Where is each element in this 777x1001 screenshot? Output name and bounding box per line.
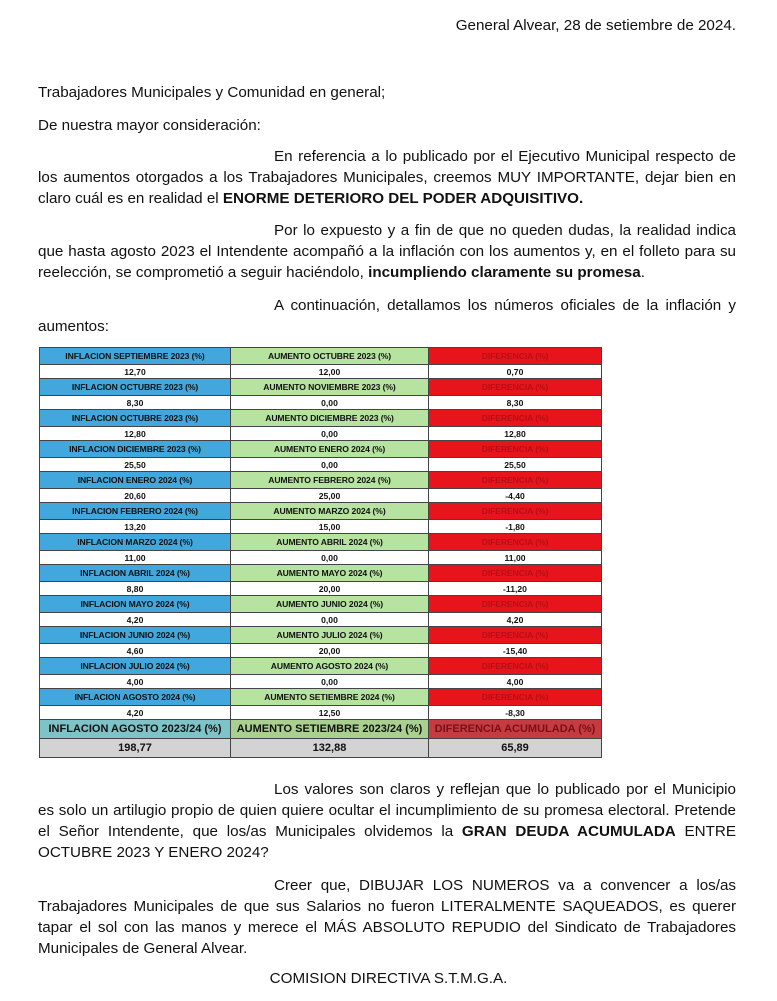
- table-value-row: [40, 427, 602, 441]
- paragraph-conclusion-text: Los valores son claros y reflejan que lo publicado por el Municipio es solo un artilugio propio de quien quiere ocultar el incumplimiento de su promesa electoral. Pretende el Señor Intendente, que los/as Municipales olvidemos la: [38, 781, 736, 840]
- raise-value-cell: 12,50: [231, 706, 429, 720]
- table-header-row: [40, 565, 602, 582]
- total-inflation-value-cell: 198,77: [40, 739, 231, 758]
- inflation-value-cell: 8,80: [40, 582, 231, 596]
- raise-value-cell: 20,00: [231, 582, 429, 596]
- difference-label-cell: DIFERENCIA (%): [429, 689, 602, 706]
- table-header-row: [40, 627, 602, 644]
- inflation-label-cell: INFLACION SEPTIEMBRE 2023 (%): [40, 348, 231, 365]
- difference-label-cell: DIFERENCIA (%): [429, 503, 602, 520]
- inflation-label-cell: INFLACION JULIO 2024 (%): [40, 658, 231, 675]
- difference-value-cell: -4,40: [429, 489, 602, 503]
- table-header-row: [40, 379, 602, 396]
- table-value-row: [40, 489, 602, 503]
- table-value-row: [40, 644, 602, 658]
- difference-value-cell: 4,00: [429, 675, 602, 689]
- table-value-row: [40, 706, 602, 720]
- inflation-value-cell: 12,70: [40, 365, 231, 379]
- paragraph-intro-table: A continuación, detallamos los números oficiales de la inflación y aumentos:: [38, 297, 736, 335]
- table-header-row: [40, 441, 602, 458]
- raise-value-cell: 15,00: [231, 520, 429, 534]
- difference-value-cell: -15,40: [429, 644, 602, 658]
- difference-label-cell: DIFERENCIA (%): [429, 472, 602, 489]
- difference-label-cell: DIFERENCIA (%): [429, 379, 602, 396]
- inflation-value-cell: 8,30: [40, 396, 231, 410]
- raise-label-cell: AUMENTO FEBRERO 2024 (%): [231, 472, 429, 489]
- table-header-row: [40, 658, 602, 675]
- inflation-label-cell: INFLACION OCTUBRE 2023 (%): [40, 379, 231, 396]
- paragraph-reference: [38, 146, 736, 209]
- difference-value-cell: -11,20: [429, 582, 602, 596]
- inflation-value-cell: 4,60: [40, 644, 231, 658]
- table-value-row: [40, 520, 602, 534]
- raise-label-cell: AUMENTO OCTUBRE 2023 (%): [231, 348, 429, 365]
- table-value-row: [40, 458, 602, 472]
- raise-value-cell: 0,00: [231, 613, 429, 627]
- raise-label-cell: AUMENTO SETIEMBRE 2024 (%): [231, 689, 429, 706]
- raise-value-cell: 0,00: [231, 396, 429, 410]
- total-raise-label-cell: AUMENTO SETIEMBRE 2023/24 (%): [231, 720, 429, 739]
- raise-label-cell: AUMENTO AGOSTO 2024 (%): [231, 658, 429, 675]
- raise-label-cell: AUMENTO ABRIL 2024 (%): [231, 534, 429, 551]
- raise-value-cell: 0,00: [231, 675, 429, 689]
- difference-label-cell: DIFERENCIA (%): [429, 596, 602, 613]
- difference-value-cell: 25,50: [429, 458, 602, 472]
- difference-value-cell: -8,30: [429, 706, 602, 720]
- paragraph-conclusion: [38, 779, 736, 863]
- raise-value-cell: 20,00: [231, 644, 429, 658]
- raise-label-cell: AUMENTO ENERO 2024 (%): [231, 441, 429, 458]
- inflation-table: [39, 347, 602, 758]
- difference-label-cell: DIFERENCIA (%): [429, 441, 602, 458]
- difference-value-cell: 4,20: [429, 613, 602, 627]
- inflation-value-cell: 4,20: [40, 706, 231, 720]
- paragraph-context-text: Por lo expuesto y a fin de que no queden dudas, la realidad indica que hasta agosto 2023 el Intendente acompañó a la inflación con los aumentos y, en el folleto para su reelección, se comprometió a seguir haciéndolo,: [38, 222, 736, 281]
- raise-label-cell: AUMENTO MARZO 2024 (%): [231, 503, 429, 520]
- inflation-label-cell: INFLACION OCTUBRE 2023 (%): [40, 410, 231, 427]
- raise-label-cell: AUMENTO JUNIO 2024 (%): [231, 596, 429, 613]
- letter-date: General Alvear, 28 de setiembre de 2024.: [455, 17, 736, 34]
- inflation-table-body: [40, 348, 602, 758]
- inflation-value-cell: 4,00: [40, 675, 231, 689]
- total-difference-value-cell: 65,89: [429, 739, 602, 758]
- raise-label-cell: AUMENTO JULIO 2024 (%): [231, 627, 429, 644]
- table-total-value-row: [40, 739, 602, 758]
- table-value-row: [40, 551, 602, 565]
- paragraph-reference-bold: ENORME DETERIORO DEL PODER ADQUISITIVO.: [222, 190, 584, 207]
- raise-value-cell: 25,00: [231, 489, 429, 503]
- paragraph-context: [38, 220, 736, 283]
- inflation-label-cell: INFLACION MAYO 2024 (%): [40, 596, 231, 613]
- difference-value-cell: 0,70: [429, 365, 602, 379]
- inflation-label-cell: INFLACION ENERO 2024 (%): [40, 472, 231, 489]
- raise-label-cell: AUMENTO NOVIEMBRE 2023 (%): [231, 379, 429, 396]
- raise-value-cell: 0,00: [231, 458, 429, 472]
- raise-value-cell: 0,00: [231, 551, 429, 565]
- table-header-row: [40, 410, 602, 427]
- total-inflation-label-cell: INFLACION AGOSTO 2023/24 (%): [40, 720, 231, 739]
- table-value-row: [40, 675, 602, 689]
- difference-value-cell: -1,80: [429, 520, 602, 534]
- difference-label-cell: DIFERENCIA (%): [429, 658, 602, 675]
- table-value-row: [40, 582, 602, 596]
- inflation-value-cell: 12,80: [40, 427, 231, 441]
- paragraph-reference-text: En referencia a lo publicado por el Ejecutivo Municipal respecto de los aumentos otorgados a los Trabajadores Municipales, creemos MUY IMPORTANTE, dejar bien en claro cuál es en realidad el: [38, 148, 736, 207]
- paragraph-conclusion-end: ENTRE OCTUBRE 2023 Y ENERO 2024?: [38, 823, 737, 861]
- signature: COMISION DIRECTIVA S.T.M.G.A.: [269, 970, 508, 987]
- table-value-row: [40, 365, 602, 379]
- total-difference-label-cell: DIFERENCIA ACUMULADA (%): [429, 720, 602, 739]
- inflation-label-cell: INFLACION ABRIL 2024 (%): [40, 565, 231, 582]
- table-header-row: [40, 596, 602, 613]
- difference-label-cell: DIFERENCIA (%): [429, 410, 602, 427]
- raise-label-cell: AUMENTO MAYO 2024 (%): [231, 565, 429, 582]
- difference-label-cell: DIFERENCIA (%): [429, 534, 602, 551]
- paragraph-context-end: .: [640, 264, 645, 281]
- difference-label-cell: DIFERENCIA (%): [429, 565, 602, 582]
- difference-value-cell: 8,30: [429, 396, 602, 410]
- difference-value-cell: 12,80: [429, 427, 602, 441]
- table-header-row: [40, 348, 602, 365]
- greeting: Trabajadores Municipales y Comunidad en general;: [38, 84, 386, 101]
- table-value-row: [40, 396, 602, 410]
- inflation-value-cell: 13,20: [40, 520, 231, 534]
- inflation-value-cell: 11,00: [40, 551, 231, 565]
- inflation-value-cell: 4,20: [40, 613, 231, 627]
- inflation-label-cell: INFLACION AGOSTO 2024 (%): [40, 689, 231, 706]
- paragraph-conclusion-bold: GRAN DEUDA ACUMULADA: [461, 823, 676, 840]
- raise-value-cell: 12,00: [231, 365, 429, 379]
- difference-value-cell: 11,00: [429, 551, 602, 565]
- table-value-row: [40, 613, 602, 627]
- table-header-row: [40, 534, 602, 551]
- inflation-label-cell: INFLACION JUNIO 2024 (%): [40, 627, 231, 644]
- table-total-header-row: [40, 720, 602, 739]
- difference-label-cell: DIFERENCIA (%): [429, 348, 602, 365]
- inflation-value-cell: 25,50: [40, 458, 231, 472]
- paragraph-context-bold: incumpliendo claramente su promesa: [368, 264, 641, 281]
- inflation-label-cell: INFLACION DICIEMBRE 2023 (%): [40, 441, 231, 458]
- salutation: De nuestra mayor consideración:: [38, 117, 261, 134]
- paragraph-repudio: Creer que, DIBUJAR LOS NUMEROS va a convencer a los/as Trabajadores Municipales de que sus Salarios no fueron LITERALMENTE SAQUEADOS, es querer tapar el sol con las manos y merece el MÁS ABSOLUTO REPUDIO del Sindicato de Trabajadores Municipales de General Alvear.: [38, 877, 736, 957]
- raise-label-cell: AUMENTO DICIEMBRE 2023 (%): [231, 410, 429, 427]
- total-raise-value-cell: 132,88: [231, 739, 429, 758]
- table-header-row: [40, 689, 602, 706]
- inflation-label-cell: INFLACION FEBRERO 2024 (%): [40, 503, 231, 520]
- inflation-label-cell: INFLACION MARZO 2024 (%): [40, 534, 231, 551]
- inflation-value-cell: 20,60: [40, 489, 231, 503]
- table-header-row: [40, 472, 602, 489]
- raise-value-cell: 0,00: [231, 427, 429, 441]
- difference-label-cell: DIFERENCIA (%): [429, 627, 602, 644]
- table-header-row: [40, 503, 602, 520]
